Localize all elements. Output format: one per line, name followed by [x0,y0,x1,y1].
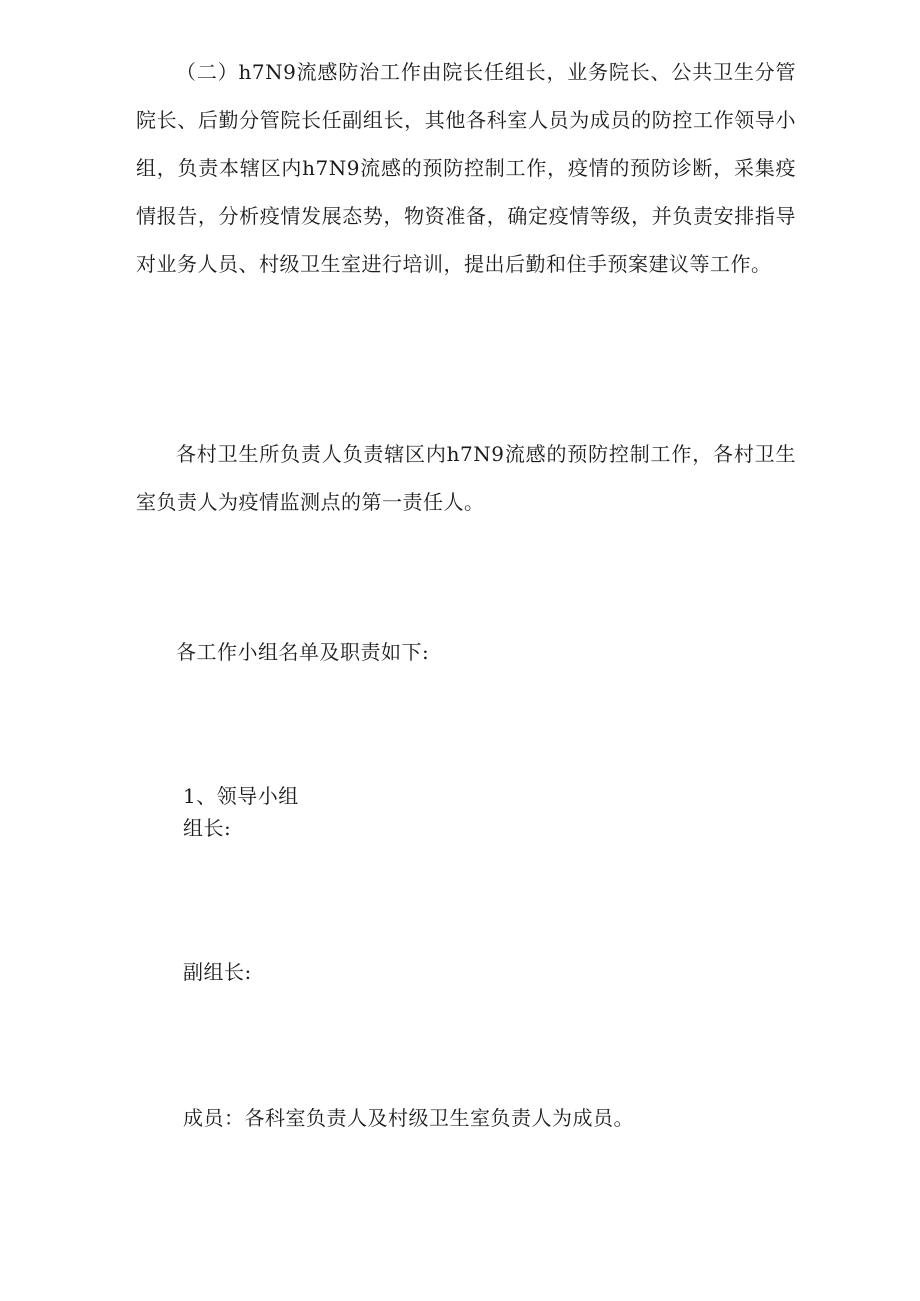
paragraph-group-list-intro: 各工作小组名单及职责如下: [176,640,430,664]
leader-label: 组长: [183,816,232,840]
deputy-leader-label: 副组长: [183,960,252,984]
members-line: 成员：各科室负责人及村级卫生室负责人为成员。 [183,1106,634,1130]
paragraph-organization: （二）h7N9流感防治工作由院长任组长，业务院长、公共卫生分管院长、后勤分管院长任副组长，其他各科室人员为成员的防控工作领导小组，负责本辖区内h7N9流感的预防控制工作，疫情的预防诊断，采集疫情报告，分析疫情发展态势，物资准备，确定疫情等级，并负责安排指导对业务人员、村级卫生室进行培训，提出后勤和住手预案建议等工作。 [136,60,796,276]
section-heading-leadership-group: 1、领导小组 [183,784,299,808]
paragraph-village-responsibility: 各村卫生所负责人负责辖区内h7N9流感的预防控制工作，各村卫生室负责人为疫情监测点的第一责任人。 [136,442,796,514]
